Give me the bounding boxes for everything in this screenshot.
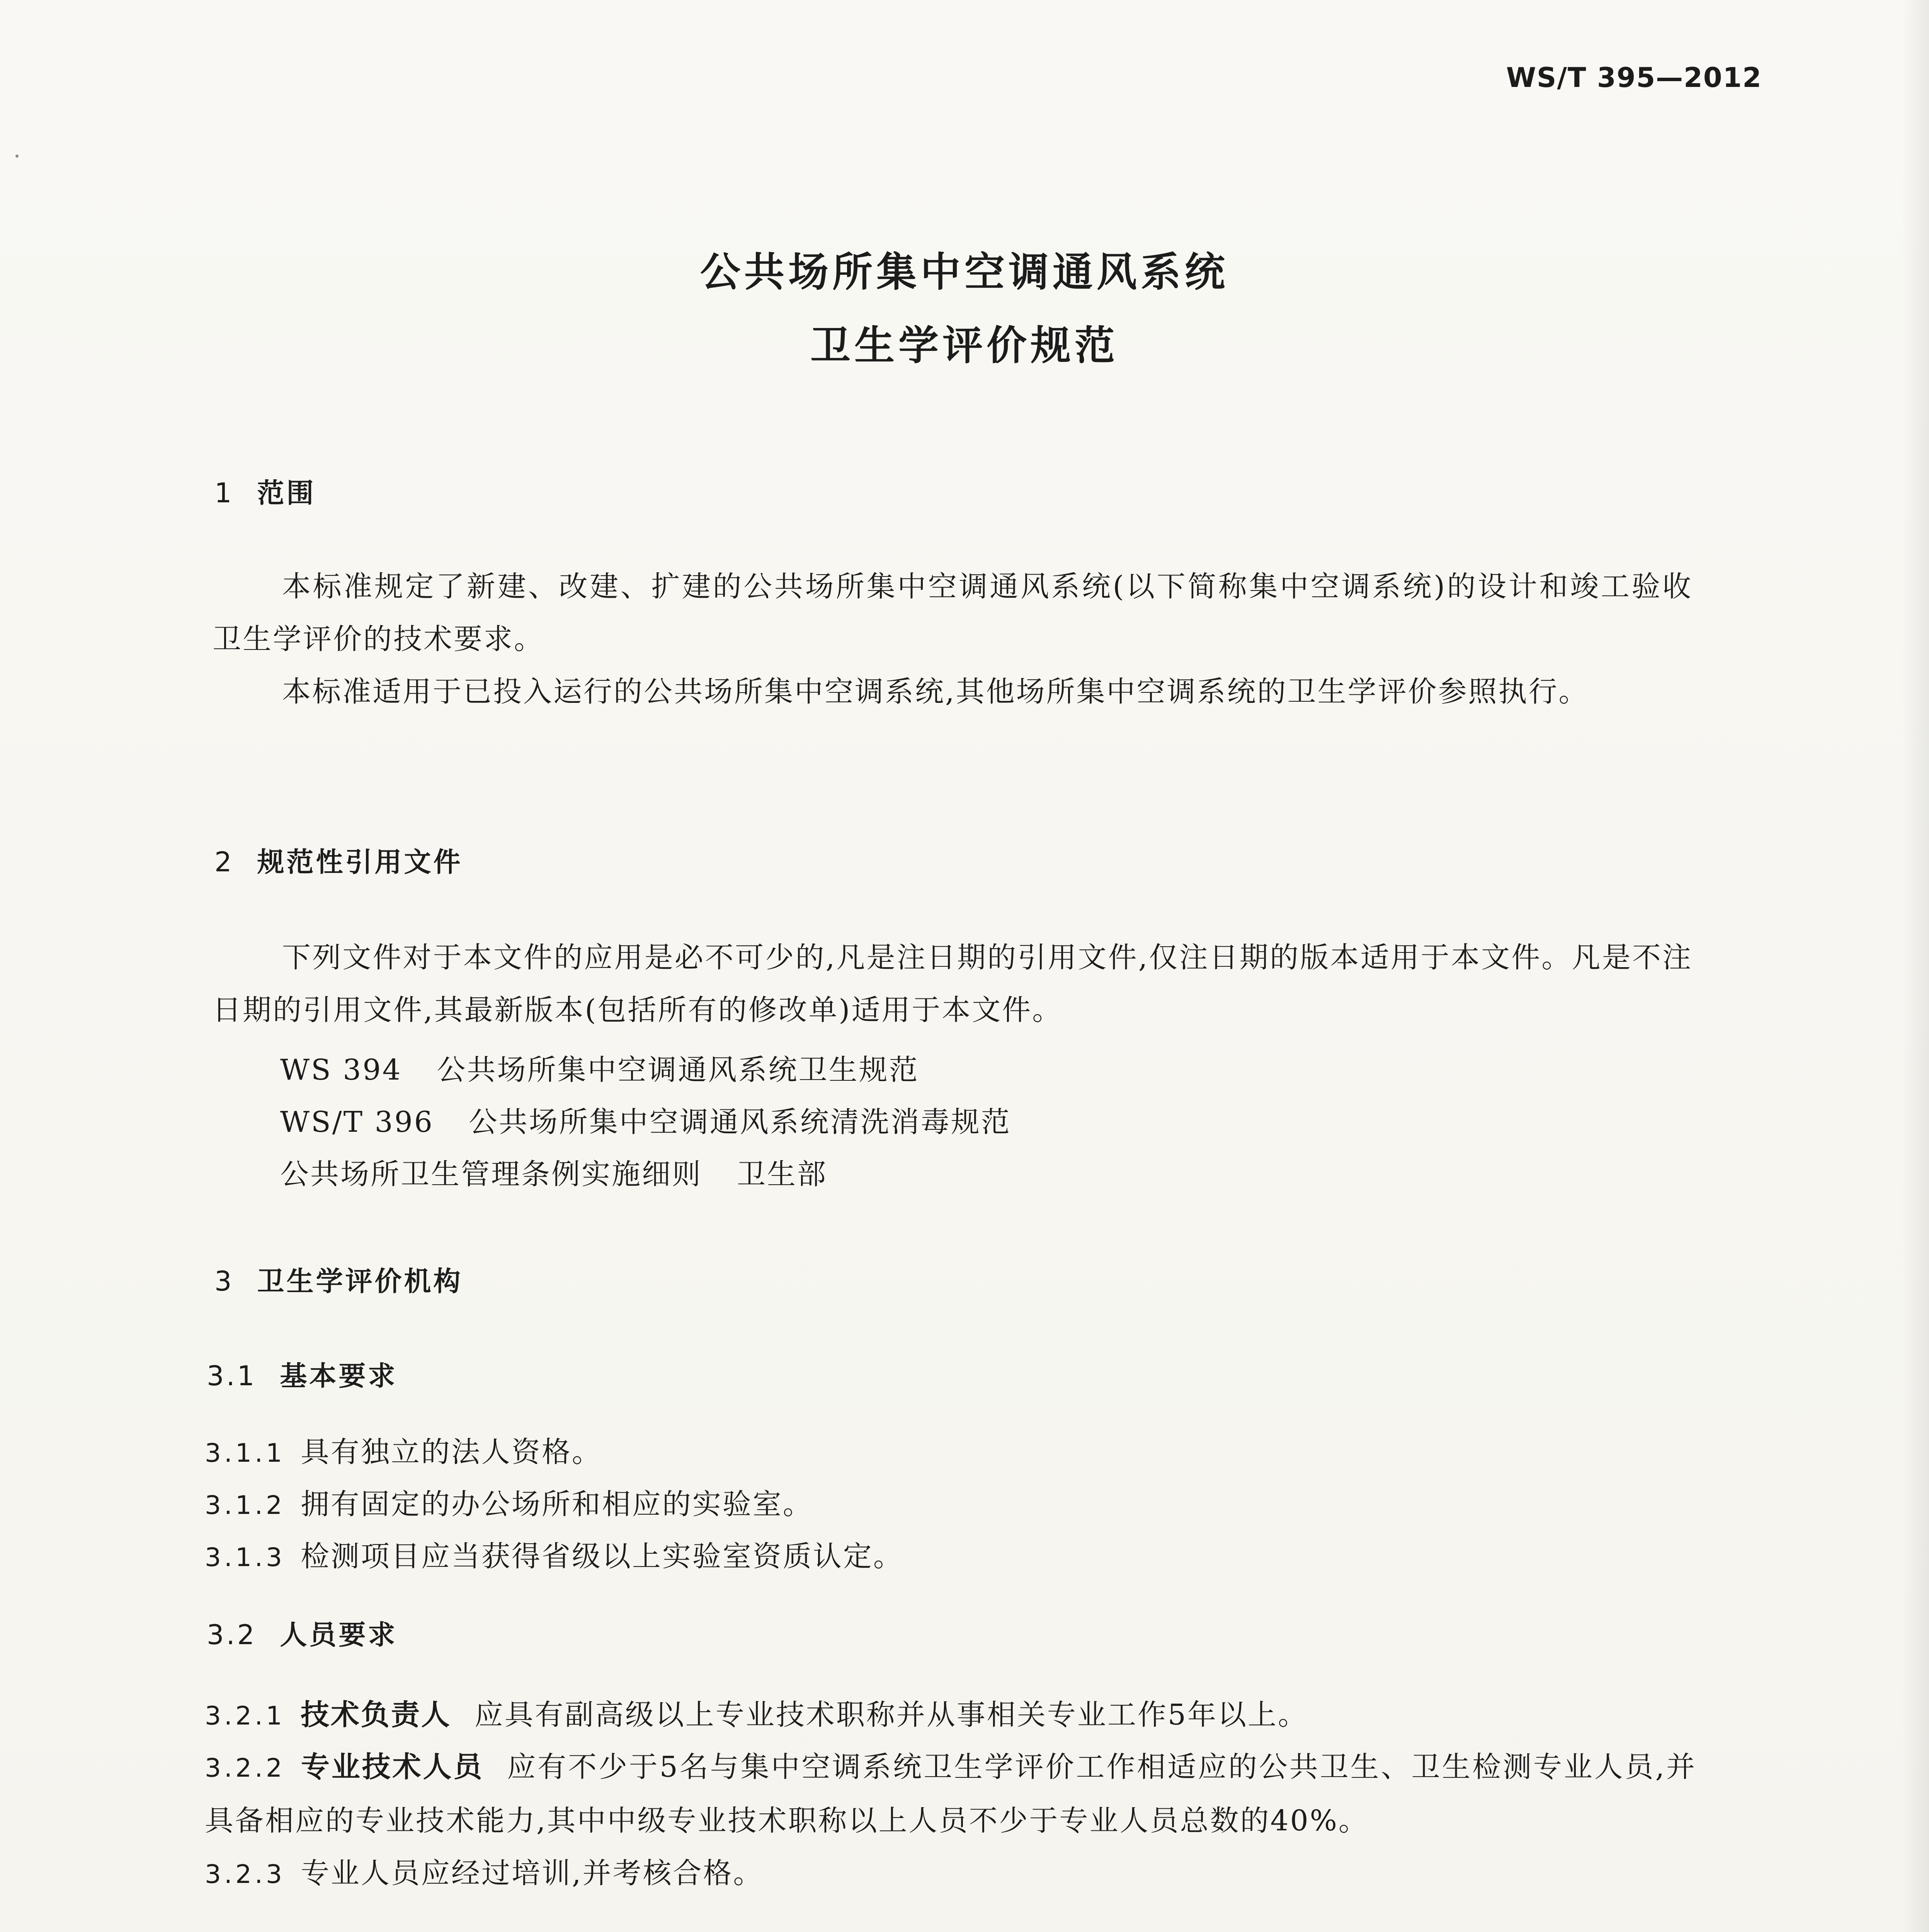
clause — [205, 1689, 1696, 1742]
section-title: 范围 — [257, 477, 316, 509]
references-intro: 下列文件对于本文件的应用是必不可少的,凡是注日期的引用文件,仅注日期的版本适用于本文件。凡是不注日期的引用文件,其最新版本(包括所有的修改单)适用于本文件。 — [213, 941, 1693, 1027]
section-number: 2 — [214, 846, 234, 878]
clause-number: 3.1.1 — [205, 1438, 285, 1468]
scope-paragraph-1: 本标准规定了新建、改建、扩建的公共场所集中空调通风系统(以下简称集中空调系统)的设计和竣工验收卫生学评价的技术要求。 — [213, 570, 1693, 656]
clause-number: 3.1.3 — [205, 1543, 285, 1572]
scan-speck — [15, 155, 19, 158]
subsection-title: 基本要求 — [280, 1360, 398, 1392]
section-heading-references — [214, 840, 463, 879]
reference-item — [280, 1099, 1011, 1140]
subsection-number: 3.1 — [207, 1360, 257, 1392]
subsection-number: 3.2 — [207, 1619, 257, 1651]
subsection-heading-basic — [207, 1354, 397, 1393]
reference-title: 公共场所集中空调通风系统清洗消毒规范 — [468, 1105, 1011, 1139]
clause-text: 专业人员应经过培训,并考核合格。 — [300, 1857, 764, 1890]
standard-code: WS/T 395—2012 — [1506, 62, 1762, 94]
clause-text: 具有独立的法人资格。 — [300, 1435, 602, 1469]
clause — [205, 1478, 1696, 1532]
clause — [205, 1741, 1696, 1847]
reference-title: 公共场所集中空调通风系统卫生规范 — [437, 1053, 919, 1087]
reference-code: 公共场所卫生管理条例实施细则 — [280, 1158, 702, 1191]
subsection-title: 人员要求 — [280, 1619, 398, 1651]
subsection-heading-personnel — [207, 1613, 397, 1652]
clause-text: 应有不少于5名与集中空调系统卫生学评价工作相适应的公共卫生、卫生检测专业人员,并具备相应的专业技术能力,其中中级专业技术职称以上人员不少于专业人员总数的40%。 — [205, 1750, 1696, 1837]
clause-text: 拥有固定的办公场所和相应的实验室。 — [300, 1488, 813, 1521]
clause-number: 3.1.2 — [205, 1490, 285, 1520]
document-title-line2: 卫生学评价规范 — [810, 322, 1119, 369]
reference-item — [280, 1151, 827, 1192]
section-heading-scope — [214, 471, 316, 510]
section-number: 3 — [214, 1265, 234, 1297]
clause-text: 检测项目应当获得省级以上实验室资质认定。 — [300, 1540, 903, 1573]
reference-code: WS/T 396 — [280, 1105, 434, 1139]
clause-number: 3.2.1 — [205, 1701, 285, 1731]
clause-number: 3.2.3 — [205, 1859, 285, 1889]
reference-code: WS 394 — [280, 1053, 402, 1087]
clause — [205, 1847, 1696, 1901]
clause-text: 应具有副高级以上专业技术职称并从事相关专业工作5年以上。 — [474, 1698, 1308, 1731]
section-title: 卫生学评价机构 — [257, 1265, 463, 1297]
document-title-line1: 公共场所集中空调通风系统 — [700, 248, 1229, 296]
scope-paragraph-2: 本标准适用于已投入运行的公共场所集中空调系统,其他场所集中空调系统的卫生学评价参照执行。 — [282, 675, 1589, 708]
clause — [205, 1426, 1696, 1480]
clause-number: 3.2.2 — [205, 1753, 285, 1783]
clause-term: 专业技术人员 — [300, 1750, 484, 1784]
section-number: 1 — [214, 477, 234, 509]
section-title: 规范性引用文件 — [257, 846, 463, 878]
clause-term: 技术负责人 — [300, 1698, 451, 1731]
section-heading-institution — [214, 1260, 463, 1299]
reference-item — [280, 1047, 919, 1088]
clause — [205, 1530, 1696, 1584]
reference-title: 卫生部 — [737, 1158, 827, 1191]
